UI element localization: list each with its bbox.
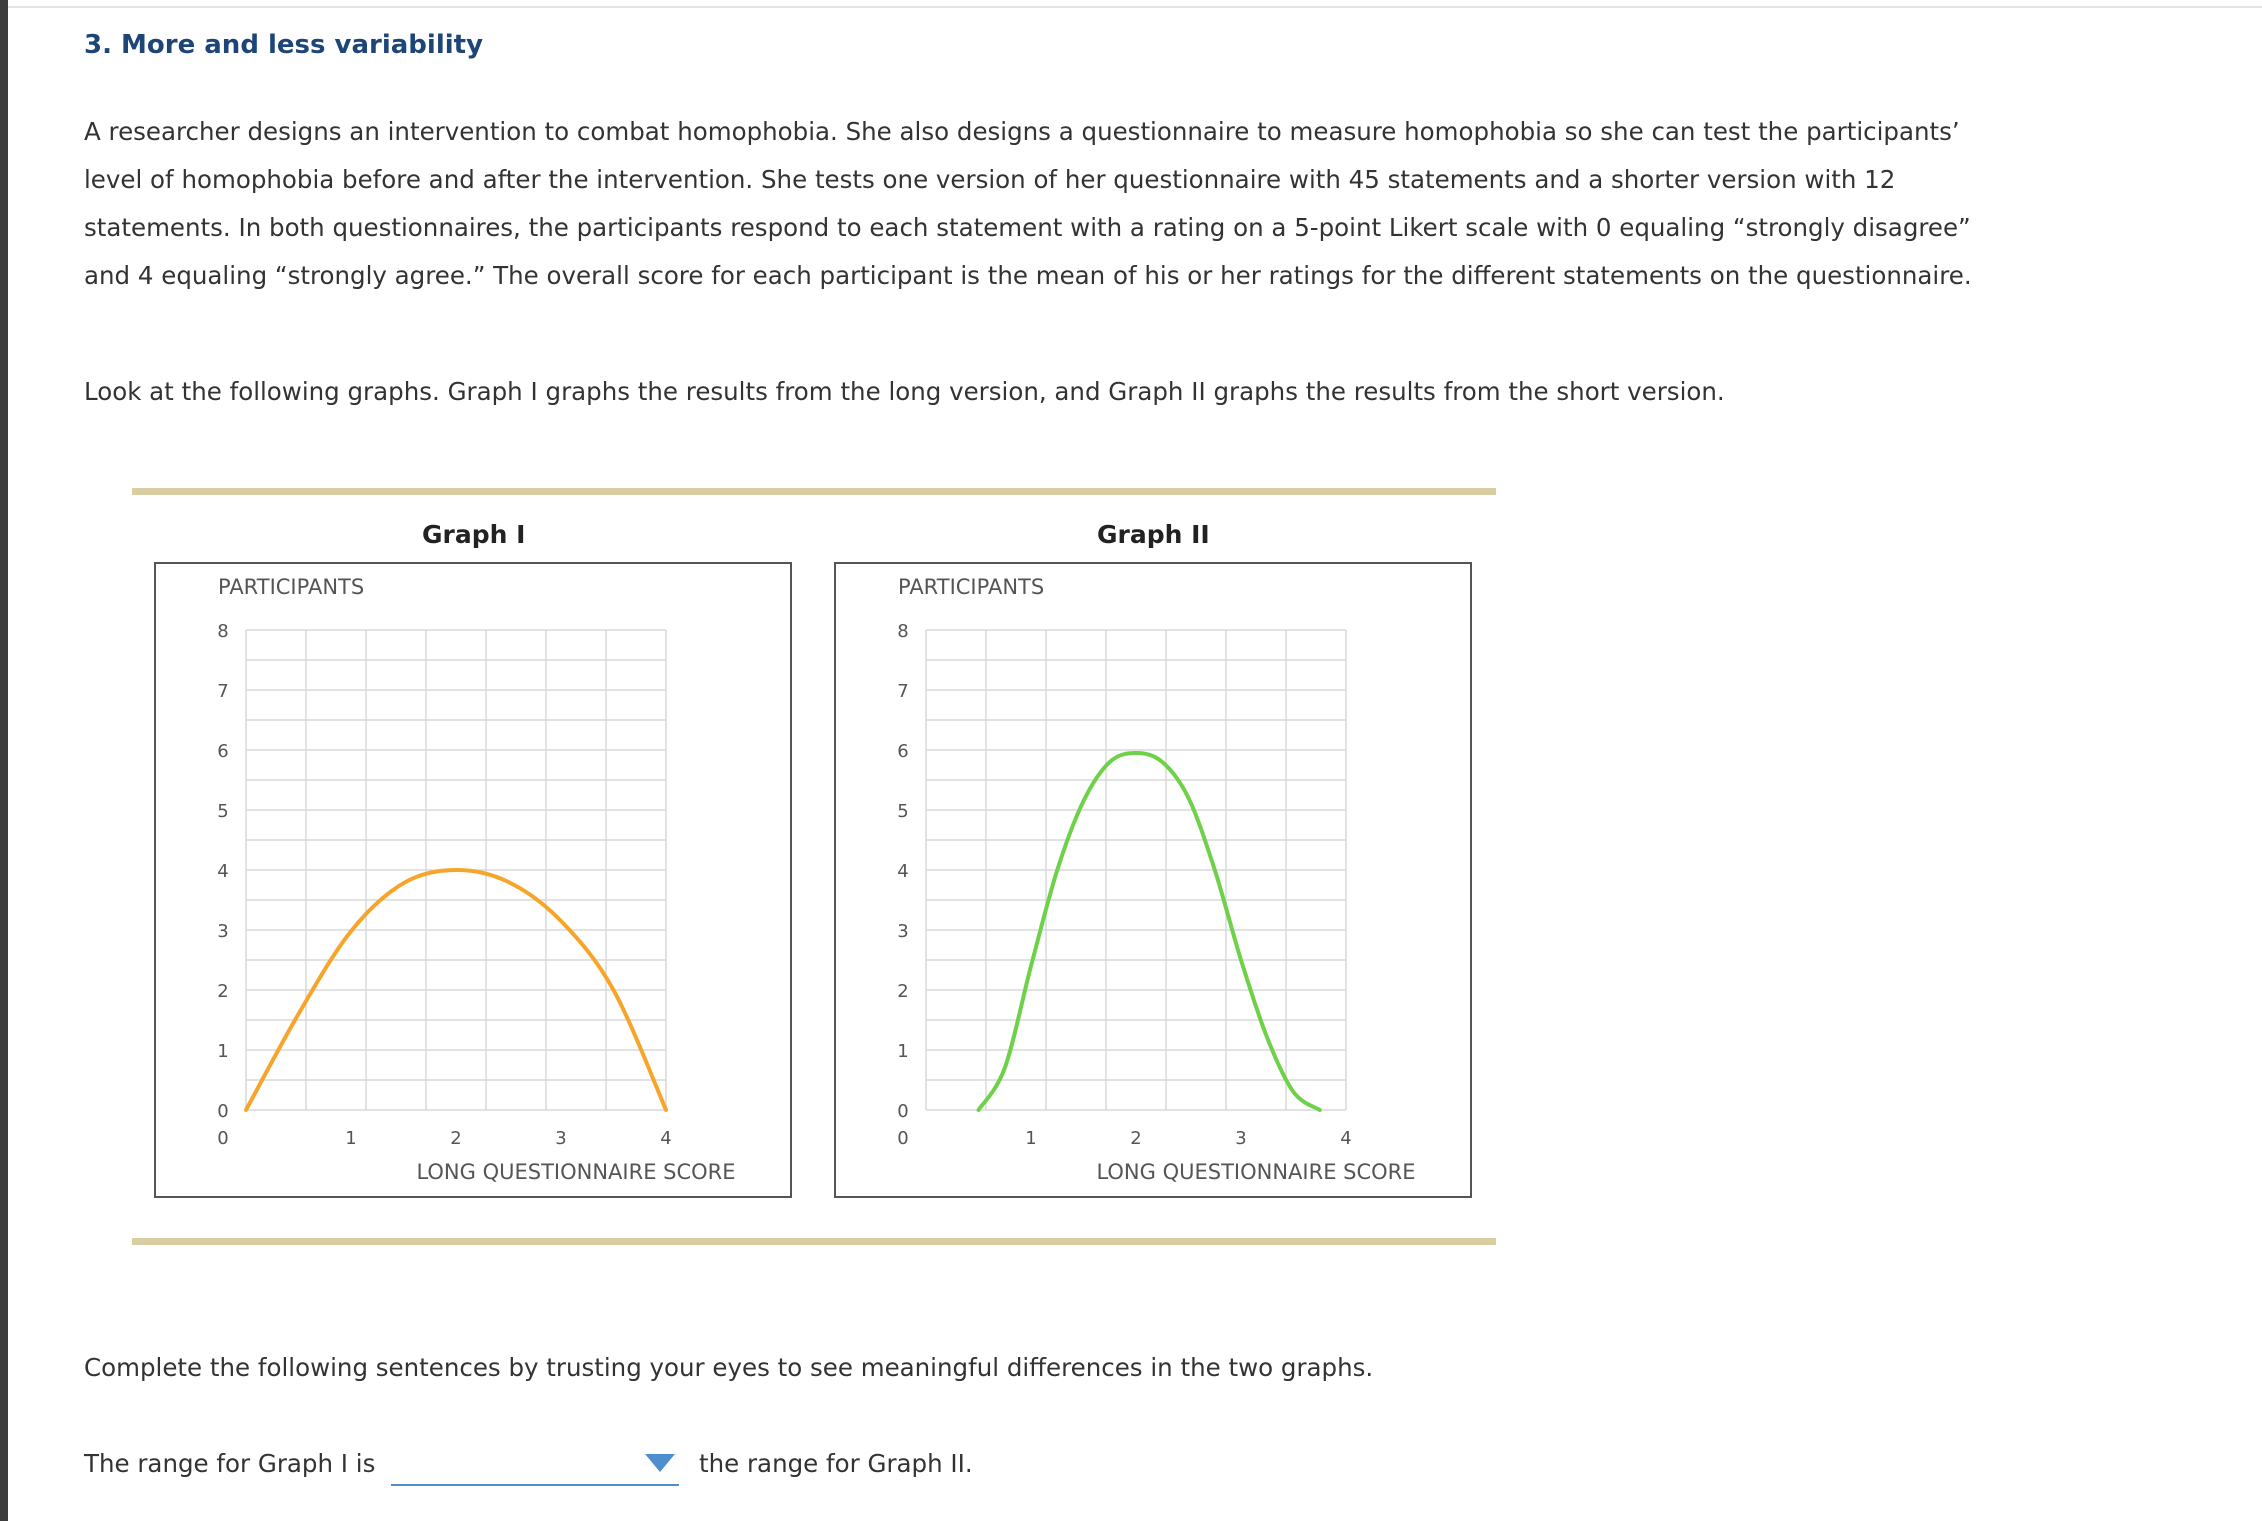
- chevron-down-icon: [645, 1454, 675, 1472]
- graph-2-x-tick-label: 4: [1340, 1128, 1352, 1149]
- graph-2-y-tick-label: 6: [897, 741, 909, 762]
- top-divider: [8, 6, 2262, 8]
- left-window-edge: [0, 0, 8, 1521]
- graphs-description: Look at the following graphs. Graph I graphs the results from the long version, and Graph II graphs the results from the short version.: [84, 377, 1725, 406]
- graph-1-y-tick-label: 3: [217, 921, 229, 942]
- graph-1-y-tick-label: 4: [217, 861, 229, 882]
- graph-1-y-tick-label: 7: [217, 681, 229, 702]
- graph-2: [834, 562, 1472, 1198]
- graph-2-x-tick-label: 1: [1025, 1128, 1037, 1149]
- graph-2-y-tick-label: 4: [897, 861, 909, 882]
- graph-2-svg: [834, 562, 1472, 1198]
- instructions-text: Complete the following sentences by trusting your eyes to see meaningful differences in the two graphs.: [84, 1353, 1374, 1382]
- graph-2-x-tick-label: 2: [1130, 1128, 1142, 1149]
- graph-1-x-tick-label: 2: [450, 1128, 462, 1149]
- graph-1-ylabel: PARTICIPANTS: [218, 575, 365, 599]
- graph-1-y-tick-label: 2: [217, 981, 229, 1002]
- graph-2-y-tick-label: 2: [897, 981, 909, 1002]
- graph-1-x-tick-label: 3: [555, 1128, 567, 1149]
- sentence-start: The range for Graph I is: [84, 1449, 376, 1478]
- graph-1-x-tick-label: 0: [217, 1128, 229, 1149]
- graph-1-y-tick-label: 5: [217, 801, 229, 822]
- range-comparison-dropdown[interactable]: [391, 1440, 679, 1486]
- graph-1-title: Graph I: [422, 520, 526, 549]
- graph-2-y-tick-label: 1: [897, 1041, 909, 1062]
- graph-2-frame: [835, 563, 1471, 1197]
- graph-2-x-tick-label: 0: [897, 1128, 909, 1149]
- graph-1: [154, 562, 792, 1198]
- question-title: 3. More and less variability: [84, 30, 484, 60]
- graphs-panel: [84, 508, 1584, 1228]
- sentence-end: the range for Graph II.: [698, 1449, 973, 1478]
- sentence-row: [84, 1440, 973, 1488]
- graph-2-y-tick-label: 5: [897, 801, 909, 822]
- graph-2-title: Graph II: [1097, 520, 1210, 549]
- graph-2-y-tick-label: 3: [897, 921, 909, 942]
- graph-1-svg: [154, 562, 792, 1198]
- graph-1-x-tick-label: 4: [660, 1128, 672, 1149]
- graph-2-y-tick-label: 7: [897, 681, 909, 702]
- graphs-top-divider: [132, 488, 1496, 495]
- graph-2-y-tick-label: 0: [897, 1101, 909, 1122]
- intro-paragraph: A researcher designs an intervention to combat homophobia. She also designs a questionnaire to measure homophobia so she can test the participants’ level of homophobia before and after the intervention. She tests one version of her questionnaire with 45 statements and a shorter version with 12 statements. In both questionnaires, the participants respond to each statement with a rating on a 5-point Likert scale with 0 equaling “strongly disagree” and 4 equaling “strongly agree.” The overall score for each participant is the mean of his or her ratings for the different statements on the questionnaire.: [84, 117, 1972, 290]
- graph-2-xlabel: LONG QUESTIONNAIRE SCORE: [1096, 1160, 1416, 1184]
- graph-2-ylabel: PARTICIPANTS: [898, 575, 1045, 599]
- graph-1-y-tick-label: 0: [217, 1101, 229, 1122]
- graph-1-xlabel: LONG QUESTIONNAIRE SCORE: [416, 1160, 736, 1184]
- graph-2-y-tick-label: 8: [897, 621, 909, 642]
- graph-2-x-tick-label: 3: [1235, 1128, 1247, 1149]
- graphs-bottom-divider: [132, 1238, 1496, 1245]
- graph-1-y-tick-label: 6: [217, 741, 229, 762]
- graph-1-y-tick-label: 8: [217, 621, 229, 642]
- graph-1-y-tick-label: 1: [217, 1041, 229, 1062]
- graph-1-x-tick-label: 1: [345, 1128, 357, 1149]
